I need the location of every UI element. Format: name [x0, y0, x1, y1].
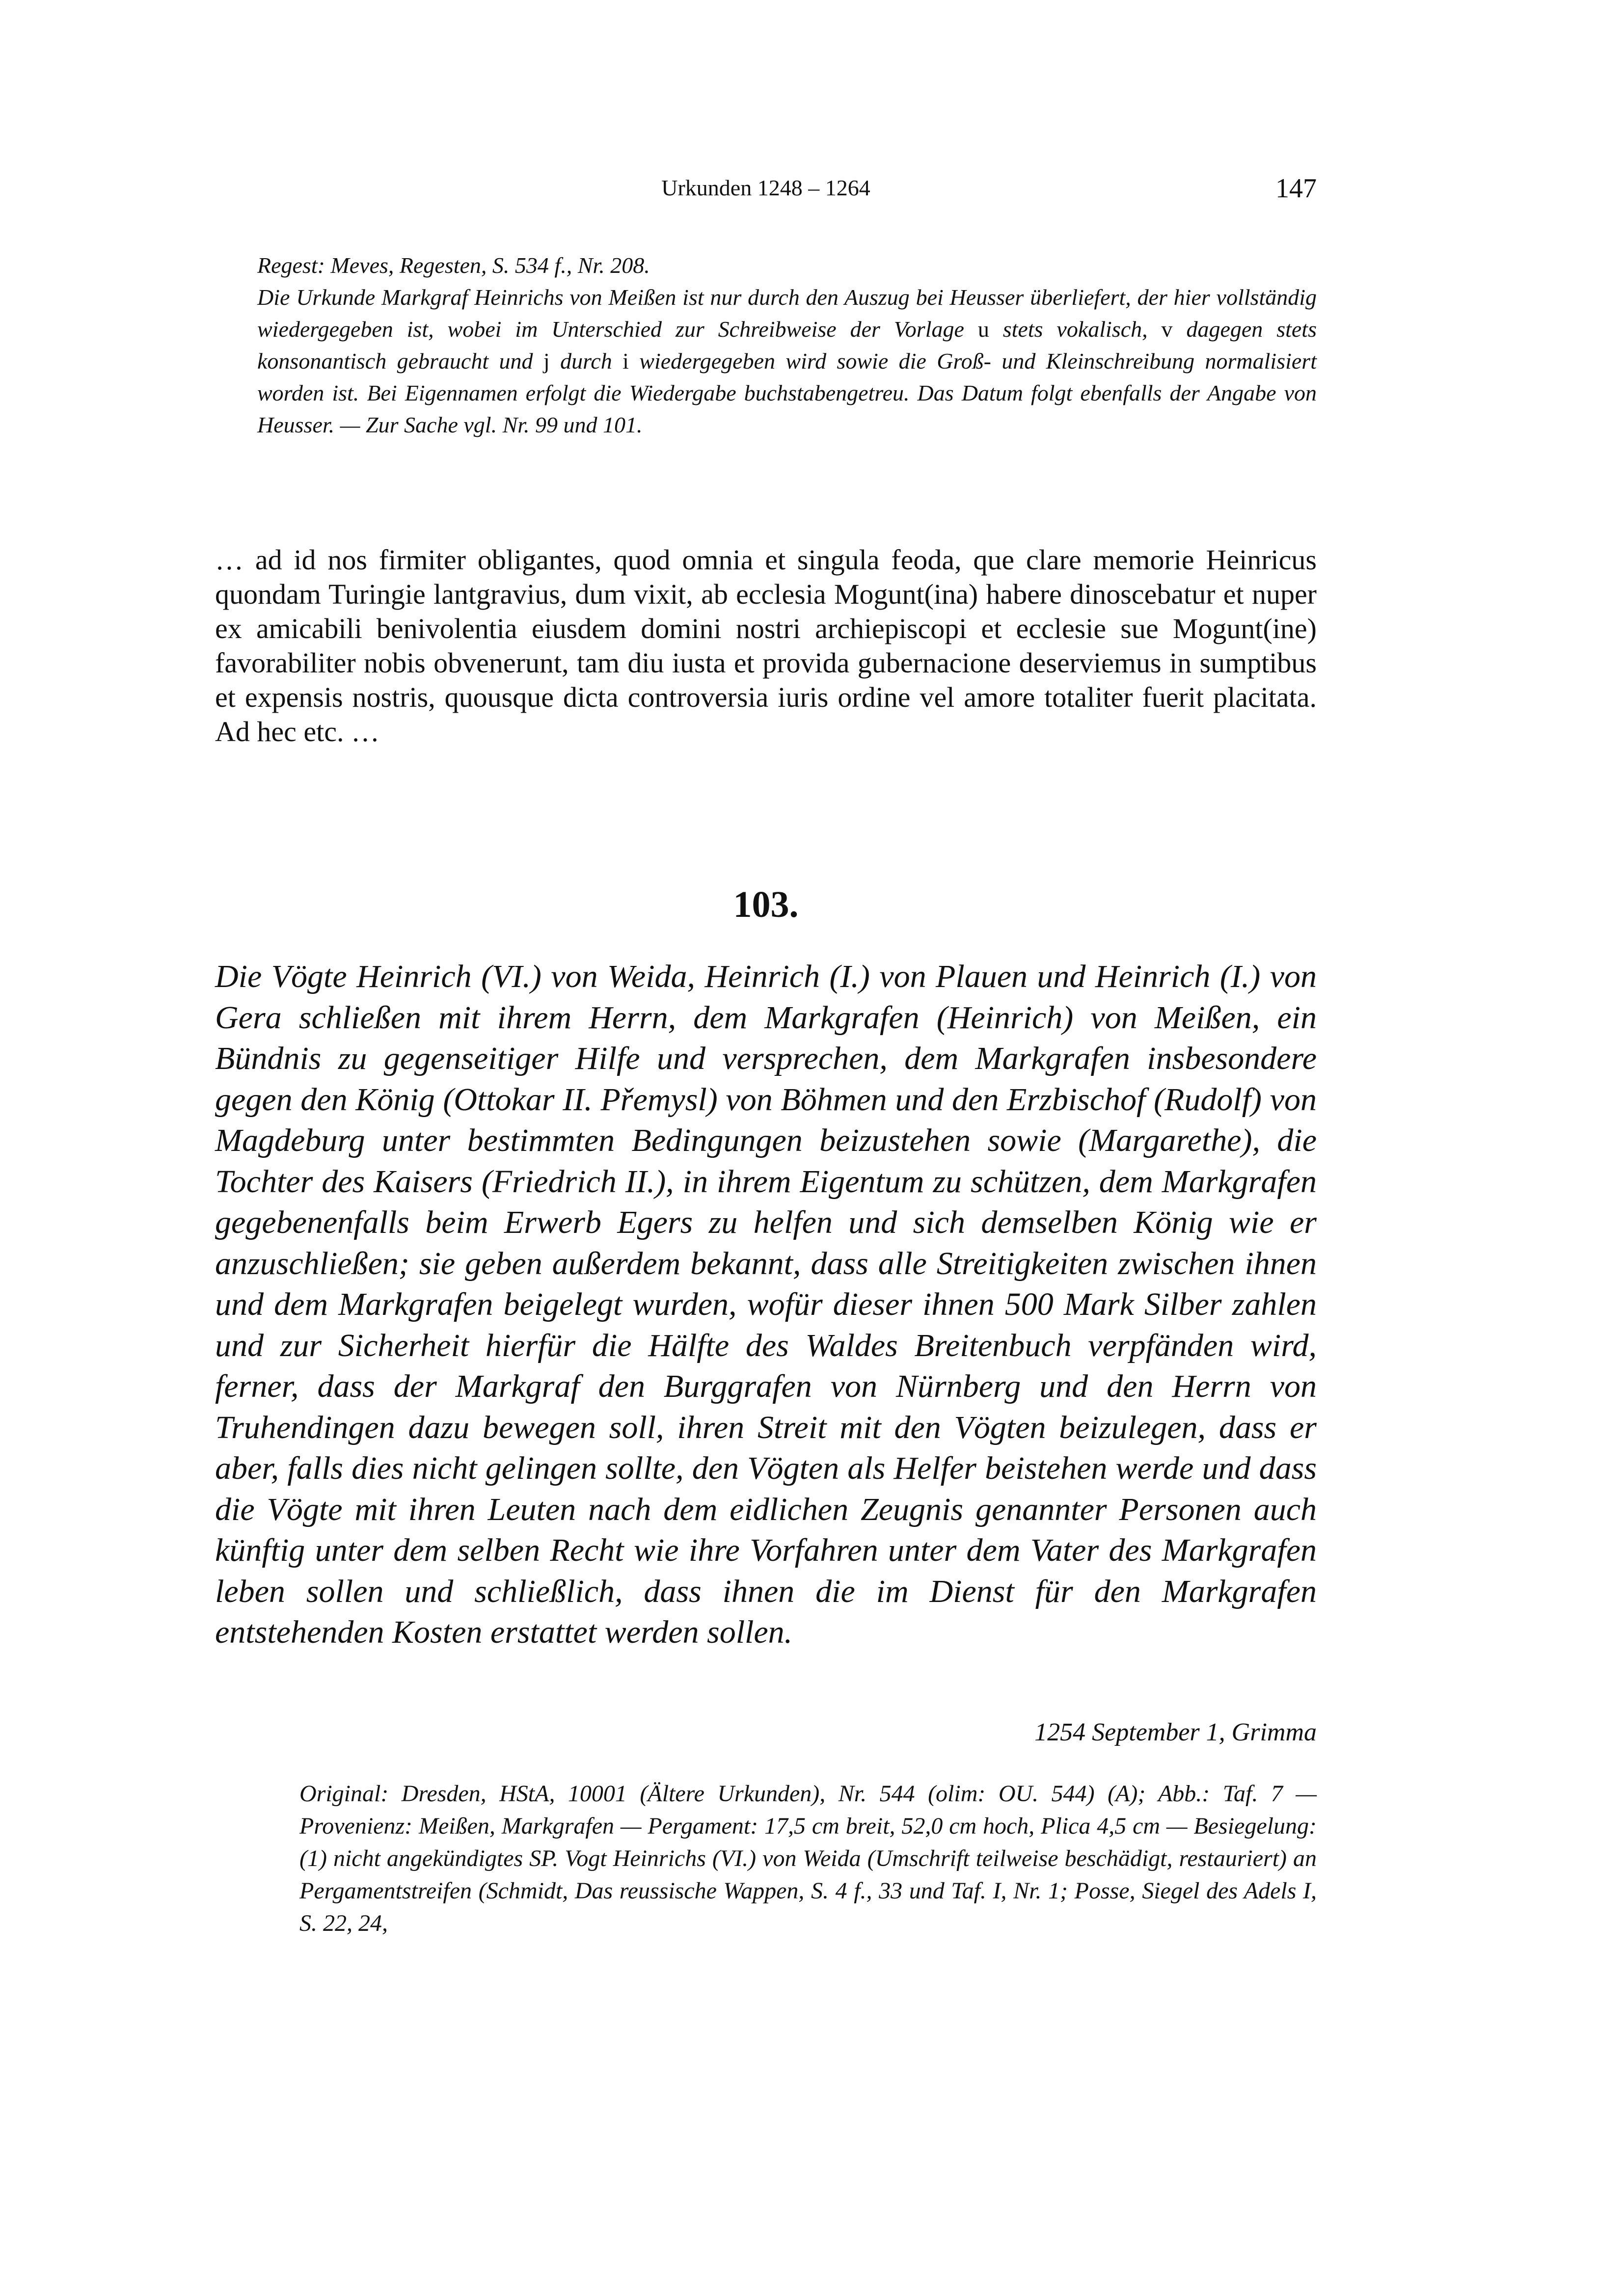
page-number: 147 — [1275, 173, 1317, 204]
page-header — [215, 173, 1317, 207]
latin-excerpt: … ad id nos firmiter obligantes, quod omnia et singula feoda, que clare memorie Heinricus quondam Turingie lantgravius, dum vixit, ab ecclesia Mogunt(ina) habere dinoscebatur et nuper ex amicabili benivolentia eiusdem domini nostri archiepiscopi et ecclesie sue Mogunt(ine) favorabiliter nobis obvenerunt, tam diu iusta et provida gubernacione deserviemus in sumptibus et expensis nostris, quousque dicta controversia iuris ordine vel amore totaliter fuerit placitata. Ad hec etc. … — [215, 544, 1317, 748]
editorial-note-part2: stets vokalisch, — [989, 317, 1162, 342]
regest-reference: Regest: Meves, Regesten, S. 534 f., Nr. 208. — [257, 253, 650, 278]
editorial-note-letter-j: j — [543, 348, 550, 374]
editorial-note-letter-u: u — [977, 317, 989, 342]
editorial-note-part3: dagegen stets konsonantisch gebraucht und — [257, 317, 1317, 374]
editorial-note-letter-i: i — [623, 348, 629, 374]
document-summary: Die Vögte Heinrich (VI.) von Weida, Heinrich (I.) von Plauen und Heinrich (I.) von Gera schließen mit ihrem Herrn, dem Markgrafen (Heinrich) von Meißen, ein Bündnis zu gegenseitiger Hilfe und versprechen, dem Markgrafen insbesondere gegen den König (Ottokar II. Přemysl) von Böhmen und den Erzbischof (Rudolf) von Magdeburg unter bestimmten Bedingungen beizustehen sowie (Margarethe), die Tochter des Kaisers (Friedrich II.), in ihrem Eigentum zu schützen, dem Markgrafen gegebenenfalls beim Erwerb Egers zu helfen und sich demselben König wie er anzuschließen; sie geben außerdem bekannt, dass alle Streitigkeiten zwischen ihnen und dem Markgrafen beigelegt wurden, wofür dieser ihnen 500 Mark Silber zahlen und zur Sicherheit hierfür die Hälfte des Waldes Breitenbuch verpfänden wird, ferner, dass der Markgraf den Burggrafen von Nürnberg und den Herrn von Truhendingen dazu bewegen soll, ihren Streit mit den Vögten beizulegen, dass er aber, falls dies nicht gelingen sollte, den Vögten als Helfer beistehen werde und dass die Vögte mit ihren Leuten nach dem eidlichen Zeugnis genannter Personen auch künftig unter dem selben Recht wie ihre Vorfahren unter dem Vater des Markgrafen leben sollen und schließlich, dass ihnen die im Dienst für den Markgrafen entstehenden Kosten erstattet werden sollen. — [215, 959, 1317, 1650]
editorial-note — [257, 281, 1317, 441]
editorial-note-part4: durch — [549, 348, 623, 374]
editorial-note-part5: wiedergegeben wird sowie die Groß- und Kleinschreibung normalisiert worden ist. Bei Eigennamen erfolgt die Wiedergabe buchstabengetreu. Das Datum folgt ebenfalls der Angabe von Heusser. — Zur Sache vgl. Nr. 99 und 101. — [257, 348, 1317, 437]
editorial-note-part1: Die Urkunde Markgraf Heinrichs von Meißen ist nur durch den Auszug bei Heusser überliefert, der hier vollständig wiedergegeben ist, wobei im Unterschied zur Schreibweise der Vorlage — [257, 285, 1317, 342]
original-source-note: Original: Dresden, HStA, 10001 (Ältere Urkunden), Nr. 544 (olim: OU. 544) (A); Abb.: Taf. 7 — Provenienz: Meißen, Markgrafen — Pergament: 17,5 cm breit, 52,0 cm hoch, Plica 4,5 cm — Besiegelung: (1) nicht angekündigtes SP. Vogt Heinrichs (VI.) von Weida (Umschrift teilweise beschädigt, restauriert) an Pergamentstreifen (Schmidt, Das reussische Wappen, S. 4 f., 33 und Taf. I, Nr. 1; Posse, Siegel des Adels I, S. 22, 24, — [299, 1781, 1317, 1936]
document-number: 103. — [733, 884, 799, 925]
running-title: Urkunden 1248 – 1264 — [661, 175, 870, 200]
dateline: 1254 September 1, Grimma — [1034, 1718, 1317, 1746]
editorial-note-letter-v: v — [1161, 317, 1173, 342]
